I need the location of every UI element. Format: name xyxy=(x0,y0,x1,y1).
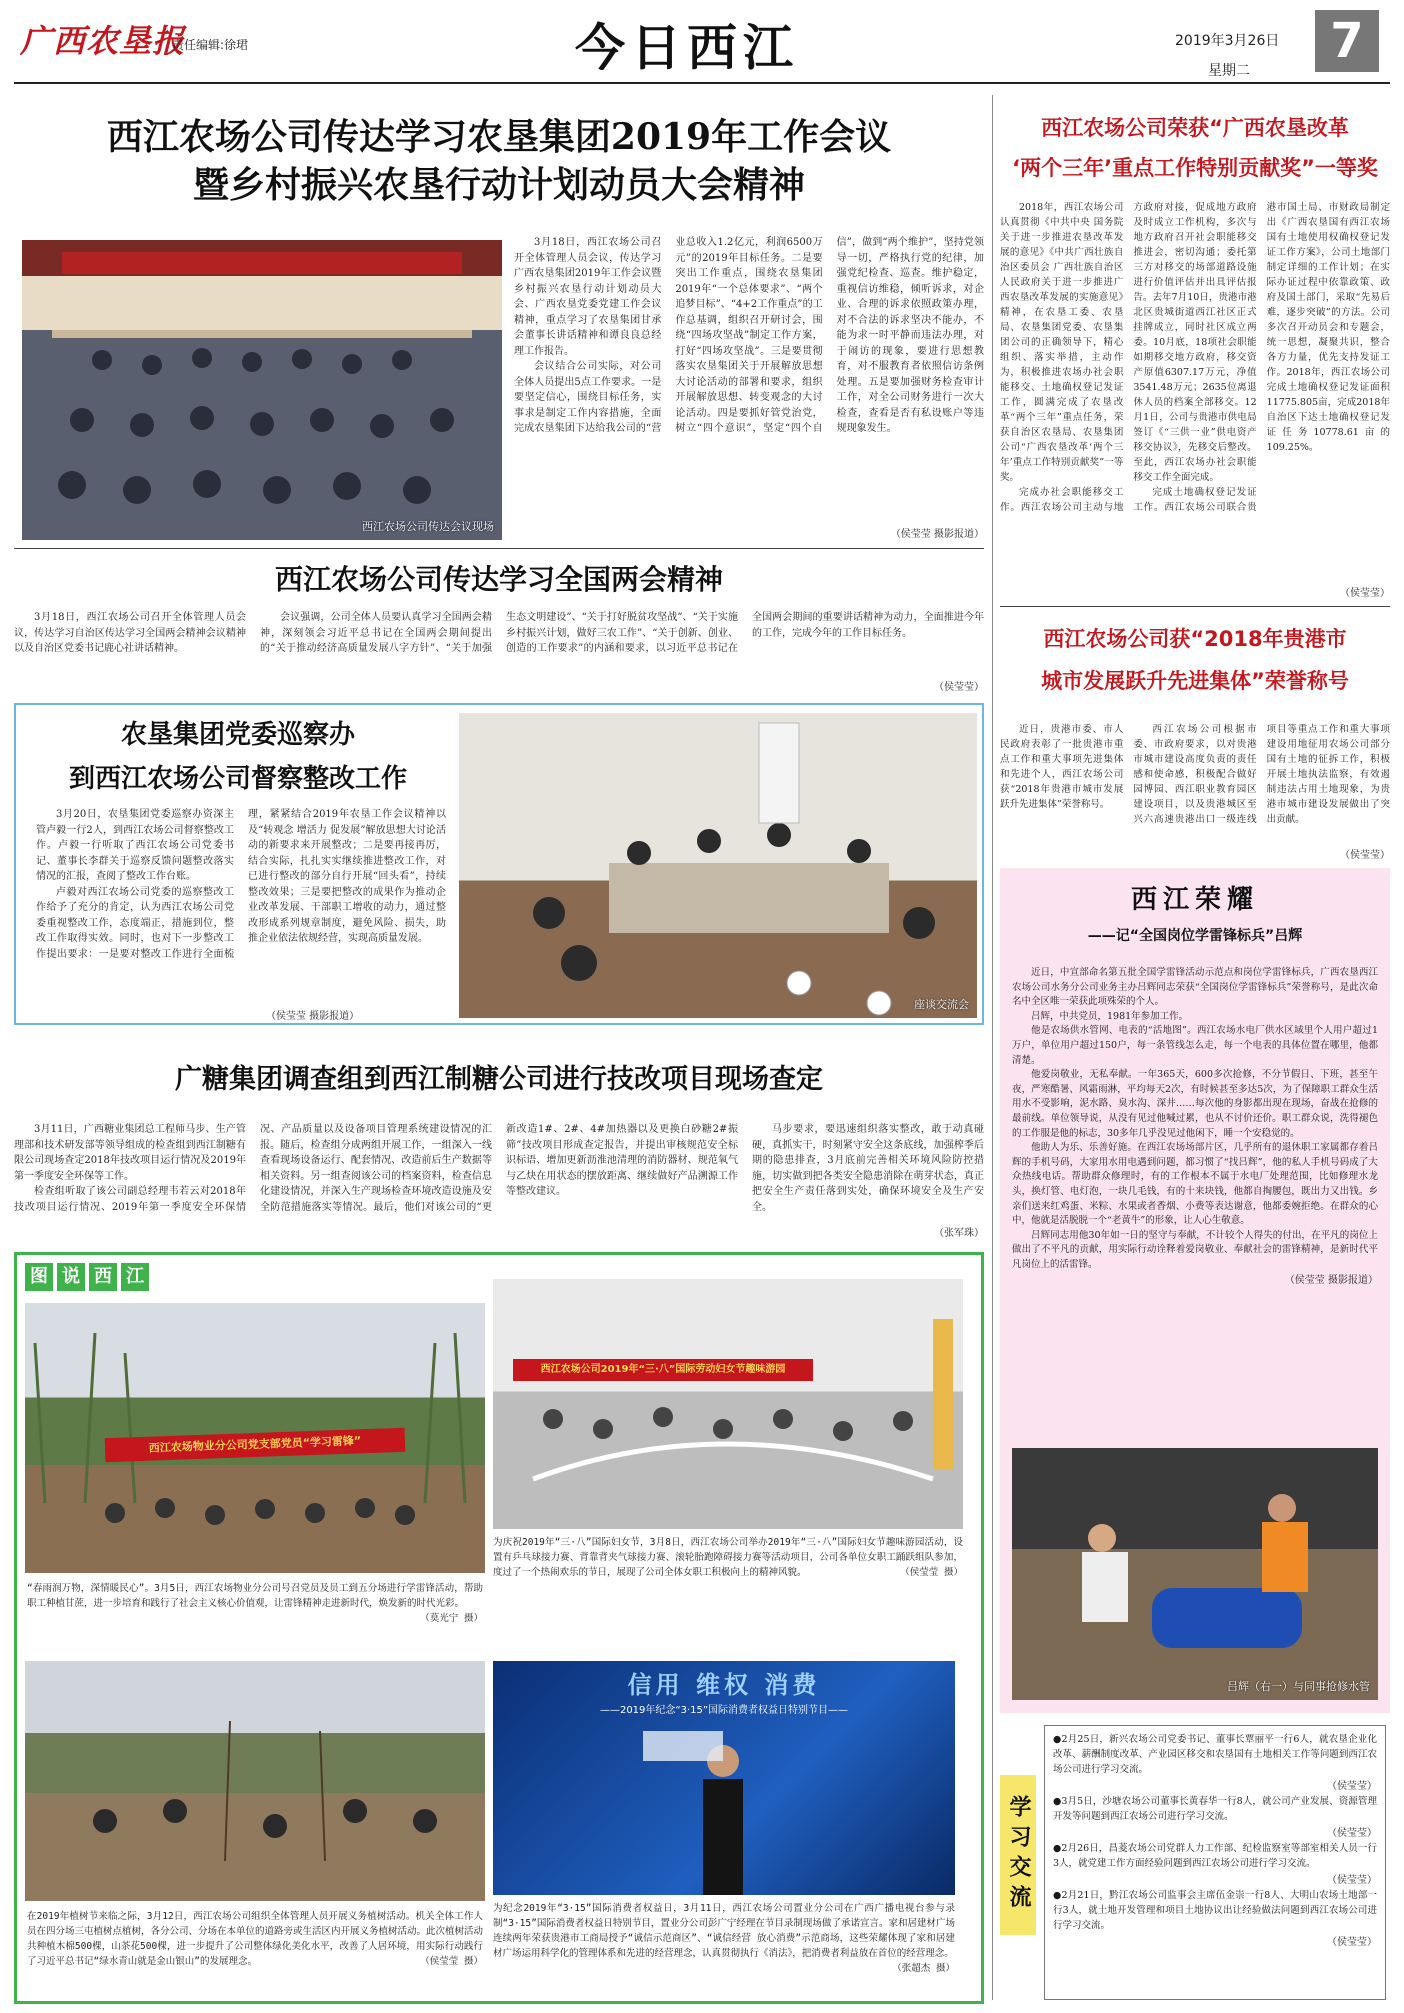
photo-banner: 西江农场物业分公司党支部党员“学习雷锋” xyxy=(105,1428,406,1462)
label-char: 江 xyxy=(121,1263,149,1291)
body-paragraph: 会议强调，公司全体人员要认真学习全国两会精神，深刻领会习近平总书记在全国两会期间提出的“关于推动经济高质量发展八字方针”、“关于加强生态文明建设”、“关于打好脱贫攻坚战”、“关于实施乡村振兴计划，做好三农工作”、“关于创新、创业、创造的工作要求”的内涵和要求，以习近平总书记在全国两会期间的重要讲话精神为动力，全面推进今年的工作，完成今年的工作目标任务。 xyxy=(260,612,984,654)
page-number: 7 xyxy=(1315,10,1379,72)
photo-banner: 信用 维权 消费 xyxy=(627,1671,821,1699)
section-title: 今日西江 xyxy=(575,18,799,77)
masthead xyxy=(0,0,1404,82)
item-text: ●3月5日，沙塘农场公司董事长黄春华一行8人，就公司产业发展、资源管理开发等问题到西江农场公司进行学习交流。 xyxy=(1053,1796,1377,1822)
picture-section xyxy=(14,1252,984,2004)
article-work-conference xyxy=(14,95,984,545)
caption-credit: （侯莹莹 摄） xyxy=(420,1956,483,1967)
photo-caption: 座谈交流会 xyxy=(914,998,969,1011)
repair-photo xyxy=(1012,1448,1378,1700)
author-credit: （侯莹莹） xyxy=(1340,850,1390,861)
article-two-sessions xyxy=(14,552,984,692)
masthead-rule xyxy=(14,82,1390,84)
list-item xyxy=(1053,1888,1377,1950)
body-paragraph: 他爱岗敬业，无私奉献。一年365天，600多次抢修，不分节假日、下班，甚至午夜，严寒酷暑、风霜雨淋，平均每天2次，有时候甚至多达5次，为了保障职工群众生活用水不受影响，泥水路、臭水沟、深井……每次他的身影都出现在现场，奋战在抢修的最前线。单位领导说，从没有见过他喊过累，也从不讨价还价。职工群众说，洗得褪色的工作服是他的标志，30多年几乎没见过他闲下，睡一个安稳觉的。 xyxy=(1012,1069,1378,1139)
caption-credit: （张超杰 摄） xyxy=(892,1963,955,1974)
author-credit: （侯莹莹） xyxy=(1340,588,1390,599)
article-inspection xyxy=(14,703,984,1025)
article-title: 广糖集团调查组到西江制糖公司进行技改项目现场查定 xyxy=(175,1064,823,1095)
body-paragraph: 3月18日，西江农场公司召开全体管理人员会议，传达学习自治区传达学习全国两会精神会议精神以及自治区党委书记鹿心社讲话精神。 xyxy=(14,612,246,654)
divider xyxy=(1000,606,1390,607)
body-paragraph: 近日，贵港市委、市人民政府表彰了一批贵港市重点工作和重大事项先进集体和先进个人，西江农场公司获“2018年贵港市城市发展跃升先进集体”荣誉称号。 xyxy=(1000,724,1124,810)
photo-caption: 吕辉（右一）与同事抢修水管 xyxy=(1227,1680,1370,1693)
item-credit: （侯莹莹） xyxy=(1327,1828,1377,1839)
consumer-day-photo xyxy=(493,1661,955,1895)
photo-caption xyxy=(493,1901,955,1976)
body-paragraph: 完成办社会职能移交工作。西江农场公司主动与地方政府对接，促成地方政府及时成立工作机构，多次与地方政府召开社会职能移交推进会，密切沟通；委托第三方对移交的场部道路设施进行价值评估并出具评估报告。去年7月10日，贵港市港北区贵城街道西江社区正式挂牌成立，同时社区成立两委。10月底，18项社会职能如期移交地方政府，移交资产原值6307.17万元，净值3541.48万元；2635位离退休人员的档案全部移交。12月1日，公司与贵港市供电局签订《“三供一业”供电资产移交协议》，先移交后整改。至此，西江农场办社会职能移交工作全面完成。 xyxy=(1000,202,1257,513)
sugarcane-photo xyxy=(25,1303,485,1573)
photo-credit: （侯莹莹 摄影报道） xyxy=(266,1011,360,1022)
body-paragraph: 会议结合公司实际，对公司全体人员提出5点工作要求。一是要坚定信心，围绕目标任务，实事求是制定工作内容措施，全面完成农垦集团下达给我公司的“营业总收入1.2亿元，利润6500万元”的2019年目标任务。二是要突出工作重点，围绕农垦集团2019年“一个总体要求”、“两个追梦目标”、“4+2工作重点”的工作总基调，组织召开研讨会，围绕“四场攻坚战”制定工作方案，打好“四场攻坚战”。三是要贯彻落实农垦集团关于开展解放思想大讨论活动的部署和要求，组织开展解放思想、转变观念的大讨论活动。四是要抓好管党治党，树立“四个意识”，坚定“四个自信”，做到“两个维护”，坚持党领导一切，严格执行党的纪律，加强党纪检查、巡查。维护稳定，重视信访维稳，倾听诉求，对企业、合理的诉求依照政策办理，对不合法的诉求坚决不能办，不能为求一时平静而违法办理，对于闹访的现象，要进行思想教育，对不服教育者依照信访条例处理。五是要加强财务检查审计工作，对全公司财务进行一次大检查，查看是否有私设账户等违规现象发生。 xyxy=(514,237,984,434)
meeting-photo xyxy=(22,240,502,540)
body-paragraph: 他助人为乐、乐善好施。在西江农场场部片区，几乎所有的退休职工家属都存着吕辉的手机号码，大家用水用电遇到问题，都习惯了“找吕辉”，他的私人手机号码成了大众热线电话。帮助群众修理时，有的工作根本不属于水电厂处理范围，比如修理水龙头，换灯管、电灯泡，一块几毛钱，有的十来块钱，他都自掏腰包，既出力又出钱。乡亲们送来红鸡蛋、米粽、水果或者香烟、小费等表达谢意，他都委婉拒绝。在群众的心中，他就是活脱脱一个“老黄牛”的形象，让人心生敬意。 xyxy=(1012,1142,1378,1227)
article-title: 西江农场公司获“2018年贵港市 城市发展跃升先进集体”荣誉称号 xyxy=(1041,627,1349,693)
article-subtitle: ——记“全国岗位学雷锋标兵”吕辉 xyxy=(1087,928,1303,944)
list-item xyxy=(1053,1841,1377,1888)
item-text: ●2月21日，黔江农场公司监事会主席伍金崇一行8人、大明山农场土地部一行3人，就土地开发管理和项目土地协议出让经验做法问题到西江农场公司进行学习交流。 xyxy=(1053,1890,1377,1931)
photo-credit: （侯莹莹 摄影报道） xyxy=(1284,1275,1378,1287)
caption-credit: （莫光宁 摄） xyxy=(420,1613,483,1624)
consumer-day-photo-art xyxy=(493,1661,955,1895)
list-item xyxy=(1053,1794,1377,1841)
body-paragraph: 他是农场供水管网、电表的“活地图”。西江农场水电厂供水区域里个人用户超过1万户，单位用户超过150户，每一条管线怎么走，每一个电表的具体位置在哪里，他都清楚。 xyxy=(1012,1025,1378,1066)
body-paragraph: 卢毅对西江农场公司党委的巡察整改工作给予了充分的肯定，认为西江农场公司党委重视整改工作，态度端正，措施到位，整改工作取得实效。同时，也对下一步整改工作提出要求：一是要对整改工作进行全面梳理，紧紧结合2019年农垦工作会议精神以及“转观念 增活力 促发展”解放思想大讨论活动的新要求来开展整改；二是要再接再厉，结合实际，扎扎实实继续推进整改工作，对已进行整改的部分自行开展“回头看”，持续整改效果；三是要把整改的成果作为推动企业改革发展、干部职工增收的动力，通过整改形成系列规章制度，避免风险、损失，助推企业依法依规经营，实现高质量发展。 xyxy=(36,809,446,960)
body-paragraph: 马步要求，要迅速组织落实整改，敢于动真碰硬，真抓实干，时刻紧守安全这条底线，加强榨季后期的隐患排查，3月底前完善相关环境风险防控措施，切实做到把各类安全隐患消除在萌芽状态，真正把安全生产责任落到实处，确保环境安全及生产安全。 xyxy=(752,1124,984,1213)
article-lei-feng-model xyxy=(1000,868,1390,1713)
body-paragraph: 完成土地确权登记发证工作。西江农场公司联合贵港市国土局、市财政局制定出《广西农垦国有西江农场国有土地使用权确权登记发证工作方案》，公司土地部门制定详细的工作计划；在实际办证过程中依靠政策、政府及国土部门，采取“先易后难，逐步突破”的方法。公司多次召开动员会和专题会，统一思想，凝聚共识，整合各方力量，优先支持发证工作。2018年，西江农场公司完成土地确权登记发证面积11775.805亩，完成2018年自治区下达土地确权登记发证任务10778.61亩的109.25%。 xyxy=(1133,202,1390,513)
meeting-photo-art xyxy=(22,240,502,540)
forum-photo-art xyxy=(459,713,977,1018)
body-paragraph: 3月11日，广西糖业集团总工程师马步、生产管理部和技术研发部等领导组成的检查组到西江制糖有限公司现场查定2018年技改项目运行情况及2019年第一季度安全环保等工作。 xyxy=(14,1124,246,1182)
divider xyxy=(14,548,984,549)
article-city-award xyxy=(1000,612,1390,862)
body-paragraph: 近日，中宣部命名第五批全国学雷锋活动示范点和岗位学雷锋标兵，广西农垦西江农场公司水务分公司业务主办吕辉同志荣获“全国岗位学雷锋标兵”荣誉称号，是此次命名中全区唯一荣获此项殊荣的个人。 xyxy=(1012,967,1378,1008)
brand-logo: 广西农垦报 xyxy=(20,22,186,60)
article-study-exchange xyxy=(1000,1725,1390,2005)
body-paragraph: 2018年，西江农场公司认真贯彻《中共中央 国务院关于进一步推进农垦改革发展的意见》《中共广西壮族自治区委员会 广西壮族自治区人民政府关于进一步推进广西农垦改革发展的实施意见》精神，在农垦工委、农垦局、农垦集团党委、农垦集团公司的正确领导下，精心组织、落实举措，主动作为，积极推进农场办社会职能移交、土地确权登记发证工作，圆满完成了农垦改革“两个三年”重点任务，荣获自治区农垦局、农垦集团公司“广西农垦改革‘两个三年’重点工作特别贡献奖”一等奖。 xyxy=(1000,202,1124,483)
editor-name: 责任编辑:徐珺 xyxy=(172,38,249,52)
author-credit: （侯莹莹） xyxy=(934,682,984,693)
article-body xyxy=(36,807,446,1007)
item-credit: （侯莹莹） xyxy=(1327,1937,1377,1948)
exchange-list xyxy=(1044,1725,1386,2000)
author-credit: （张军珠） xyxy=(934,1228,984,1239)
section-label xyxy=(25,1263,149,1291)
body-paragraph: 检查组听取了该公司副总经理韦若云对2018年技改项目运行情况、2019年第一季度安全环保情况、产品质量以及设备项目管理系统建设情况的汇报。随后，检查组分成两组开展工作，一组深入一线查看现场设备运行、配套情况、改造前后生产数据等相关资料。另一组查阅该公司的档案资料，检查信息化建设情况，并深入生产现场检查环境改造设施及安全防范措施落实等情况。最后，他们对该公司的“更新改造1#、2#、4#加热器以及更换白砂糖2#振筛”技改项目形成查定报告，并提出审核规范安全标识标语、增加更新沥淮池清理的消防器材、规范氧气与乙炔在用状态的摆放距离、继续做好产品溯源工作等整改建议。 xyxy=(14,1124,738,1213)
item-text: ●2月26日，昌菱农场公司党群人力工作部、纪检监察室等部室相关人员一行3人，就党建工作方面经验问题到西江农场公司进行学习交流。 xyxy=(1053,1843,1377,1869)
tree-planting-photo xyxy=(25,1661,485,1901)
caption-text: “春雨润万物，深情暖民心”。3月5日，西江农场物业分公司号召党员及员工到五分场进行学雷锋活动，帮助职工种植甘蔗，进一步培育和践行了社会主义核心价值观，让雷锋精神走进新时代，焕发新的时代光彩。 xyxy=(27,1583,483,1609)
tree-planting-photo-art xyxy=(25,1661,485,1901)
caption-text: 在2019年植树节来临之际，3月12日，西江农场公司组织全体管理人员开展义务植树活动。机关全体工作人员在四分场三屯植树点植树，各分公司、分场在本单位的道路旁或生活区内开展义务植树活动。此次植树活动共种植木棉500棵，山茶花500棵，进一步提升了公司整体绿化美化水平，改善了人居环境，用实际行动践行了习近平总书记“绿水青山就是金山银山”的发展理念。 xyxy=(27,1911,484,1967)
item-credit: （侯莹莹） xyxy=(1327,1781,1377,1792)
label-char: 说 xyxy=(57,1263,85,1291)
photo-credit: （侯莹莹 摄影报道） xyxy=(890,529,984,540)
list-item xyxy=(1053,1732,1377,1794)
article-title: 西江荣耀 xyxy=(1130,885,1259,915)
item-credit: （侯莹莹） xyxy=(1327,1875,1377,1886)
photo-caption xyxy=(493,1535,963,1580)
article-title: 西江农场公司传达学习全国两会精神 xyxy=(274,563,723,596)
article-title: 农垦集团党委巡察办 到西江农场公司督察整改工作 xyxy=(68,720,407,794)
body-paragraph: 吕辉，中共党员，1981年参加工作。 xyxy=(1031,1010,1189,1022)
column-divider xyxy=(992,95,993,2000)
photo-banner: 西江农场公司2019年“三·八”国际劳动妇女节趣味游园 xyxy=(513,1359,813,1381)
body-paragraph: 吕辉同志用他30年如一日的坚守与奉献，不计较个人得失的付出，在平凡的岗位上做出了不平凡的贡献，用实际行动诠释着爱岗敬业、奉献社会的雷锋精神，是新时代平凡岗位上的活雷锋。 xyxy=(1012,1229,1378,1270)
photo-caption xyxy=(27,1581,483,1626)
article-reform-award xyxy=(1000,100,1390,600)
forum-photo xyxy=(459,713,977,1018)
article-title: 西江农场公司荣获“广西农垦改革 ‘两个三年’重点工作特别贡献奖”一等奖 xyxy=(1012,116,1378,180)
article-body xyxy=(1000,200,1390,595)
photo-caption: 西江农场公司传达会议现场 xyxy=(362,520,494,533)
womens-day-photo xyxy=(493,1279,963,1529)
photo-caption xyxy=(27,1909,483,1969)
body-paragraph: 3月18日，西江农场公司召开全体管理人员会议，传达学习广西农垦集团2019年工作会议暨乡村振兴农垦行动计划动员大会、广西农垦党委党建工作会议精神，重点学习了农垦集团甘承会董事长讲话精神和谭良良总经理工作报告。 xyxy=(514,237,662,357)
weekday: 星期二 xyxy=(1208,63,1250,79)
section-label: 学习交流 xyxy=(1000,1775,1036,1935)
label-char: 图 xyxy=(25,1263,53,1291)
article-sugar-inspection xyxy=(14,1030,984,1240)
article-body xyxy=(1012,966,1378,1289)
article-body xyxy=(14,610,984,676)
photo-banner: ——2019年纪念“3·15”国际消费者权益日特别节目—— xyxy=(599,1705,849,1716)
caption-text: 为庆祝2019年“三·八”国际妇女节，3月8日，西江农场公司举办2019年“三·八”国际妇女节趣味游园活动，设置有乒乓球接力赛、背靠背夹气球接力赛、滚轮胎跑障碍接力赛等活动项目，公司各单位女职工踊跃组队参加，度过了一个热闹欢乐的节日，展现了公司全体女职工积极向上的精神风貌。 xyxy=(493,1537,963,1578)
label-char: 西 xyxy=(89,1263,117,1291)
caption-credit: （侯莹莹 摄） xyxy=(900,1567,963,1578)
caption-text: 为纪念2019年“3·15”国际消费者权益日，3月11日，西江农场公司置业分公司在广西广播电视台参与录制“3·15”国际消费者权益日特别节目，置业分公司彭广宁经理在节目录制现场做了承诺宣言。家和居建材广场连续两年荣获贵港市工商局授予“诚信示范商区”、“诚信经营 放心消费”示范商场，这些荣耀体现了家和居建材广场运用科学化的管理体系和先进的经营理念，认真贯彻执行《消法》，把消费者利益放在首位的经营理念。 xyxy=(493,1903,955,1959)
body-paragraph: 西江农场公司根据市委、市政府要求，以对贵港市城市建设高度负责的责任感和使命感，积极配合做好园博园、西江职业教育园区建设项目，以及贵港城区至兴六高速贵港出口一级连线项目等重点工作和重大事项建设用地征用农场公司部分国有土地的征拆工作，积极开展土地执法监察，有效遏制违法占用土地现象，为贵港市城市建设发展做出了突出贡献。 xyxy=(1133,724,1390,825)
article-body xyxy=(514,235,984,520)
body-paragraph: 3月20日，农垦集团党委巡察办资深主管卢毅一行2人，到西江农场公司督察整改工作。卢毅一行听取了西江农场公司党委书记、董事长李群关于巡察反馈问题整改落实情况的汇报，查阅了整改工作台账。 xyxy=(36,809,234,882)
repair-photo-art xyxy=(1012,1448,1378,1700)
womens-day-photo-art xyxy=(493,1279,963,1529)
article-body xyxy=(1000,722,1390,852)
article-body xyxy=(14,1122,984,1230)
item-text: ●2月25日，新兴农场公司党委书记、董事长覃丽平一行6人，就农垦企业化改革、薪酬制度改革、产业园区移交和农垦国有土地相关工作等问题到西江农场公司进行学习交流。 xyxy=(1053,1734,1377,1775)
issue-date: 2019年3月26日 xyxy=(1175,33,1280,49)
article-title: 西江农场公司传达学习农垦集团2019年工作会议 暨乡村振兴农垦行动计划动员大会精神 xyxy=(106,116,892,206)
